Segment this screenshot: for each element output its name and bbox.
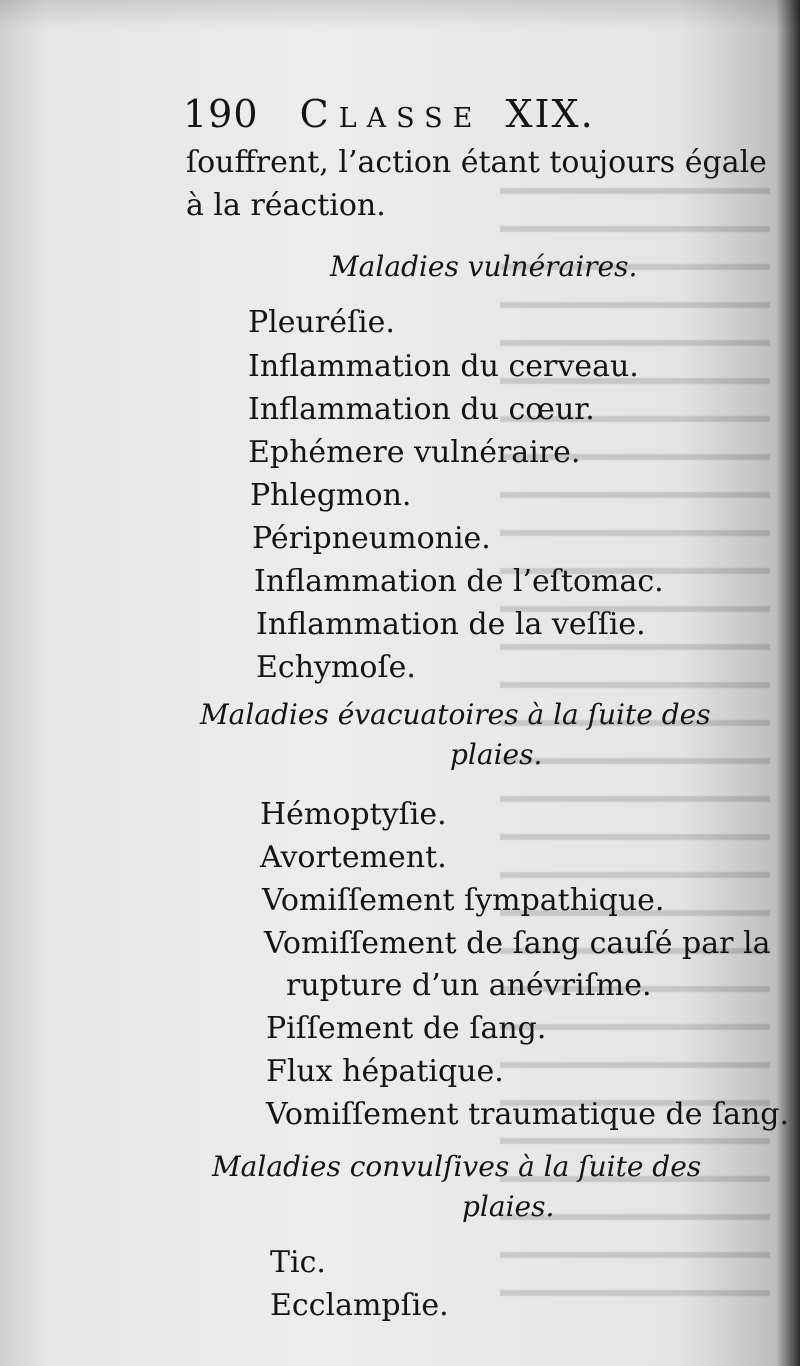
list-item: Inflammation du cœur. [248, 392, 595, 427]
intro-line: à la réaction. [186, 188, 386, 223]
list-item: Phlegmon. [250, 478, 412, 513]
list-item: Ephémere vulnéraire. [248, 435, 581, 470]
list-item: Hémoptyſie. [260, 797, 447, 832]
list-item: Inflammation du cerveau. [248, 349, 639, 384]
list-item: Avortement. [260, 840, 447, 875]
class-number: XIX. [505, 92, 595, 136]
list-item: Vomiſſement traumatique de ſang. [266, 1097, 790, 1132]
list-item: Echymoſe. [256, 650, 416, 685]
section-heading: Maladies évacuatoires à la ſuite des [200, 698, 711, 731]
intro-line: ſouffrent, l’action étant toujours égale [186, 145, 767, 180]
section-heading: plaies. [450, 738, 543, 771]
running-head [183, 92, 595, 136]
list-item: Pleuréſie. [248, 305, 395, 340]
section-heading: Maladies vulnéraires. [330, 250, 638, 283]
list-item: Flux hépatique. [266, 1054, 504, 1089]
list-item: Vomiſſement de ſang cauſé par la [264, 926, 771, 961]
page-top-shadow [0, 0, 800, 30]
show-through-text [500, 160, 770, 1310]
list-item: Inflammation de l’eſtomac. [254, 564, 664, 599]
section-heading: Maladies convulſives à la ſuite des [212, 1150, 702, 1183]
page-number: 190 [183, 92, 259, 136]
list-item: Péripneumonie. [252, 521, 491, 556]
section-heading: plaies. [462, 1190, 555, 1223]
list-item: Vomiſſement ſympathique. [262, 883, 665, 918]
list-item: Piſſement de ſang. [266, 1011, 547, 1046]
running-title: Classe [299, 92, 483, 136]
list-item: Inflammation de la veſſie. [256, 607, 646, 642]
list-item-continuation: rupture d’un anévriſme. [286, 968, 652, 1003]
list-item: Ecclampſie. [270, 1288, 449, 1323]
list-item: Tic. [270, 1245, 326, 1280]
